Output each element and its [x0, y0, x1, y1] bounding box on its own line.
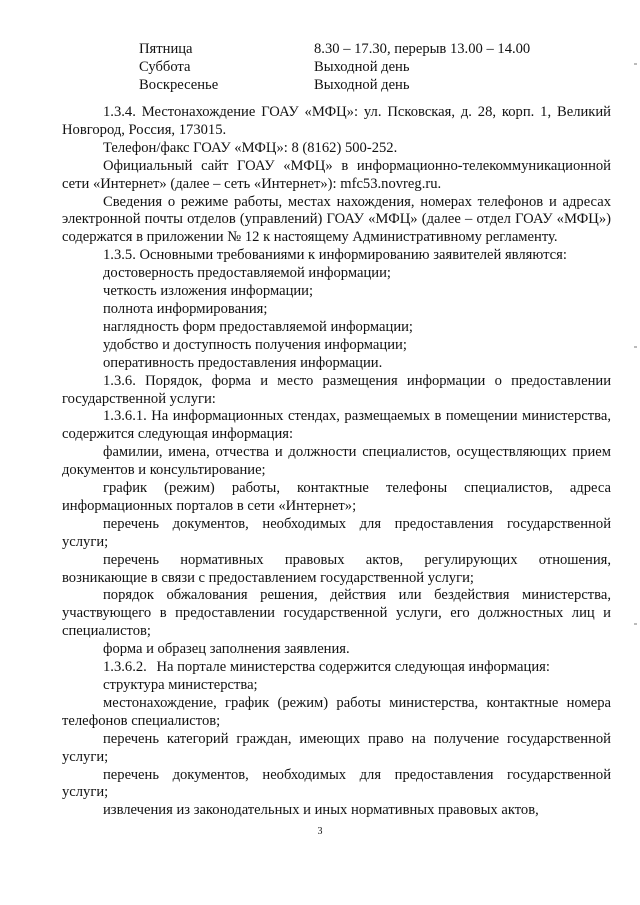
paragraph-phone: Телефон/факс ГОАУ «МФЦ»: 8 (8162) 500-252.: [103, 139, 398, 156]
scan-mark: [634, 623, 637, 625]
list-item: перечень категорий граждан, имеющих право на получение государственной услуги;: [62, 730, 611, 765]
schedule-day: Суббота: [139, 59, 191, 75]
scan-mark: [634, 63, 637, 65]
list-item: наглядность форм предоставляемой информации;: [103, 318, 413, 335]
paragraph-1-3-6-2: [62, 659, 611, 677]
list-item: порядок обжалования решения, действия или бездействия министерства, участвующего в предоставлении государственной услуги, его должностных лиц и специалистов;: [62, 587, 611, 640]
schedule-table: [139, 40, 609, 94]
paragraph-1-3-6: 1.3.6. Порядок, форма и место размещения информации о предоставлении государственной услуги:: [62, 372, 611, 407]
paragraph-departments: Сведения о режиме работы, местах нахождения, номерах телефонов и адресах электронной почты отделов (управлений) ГОАУ «МФЦ» (далее – отдел ГОАУ «МФЦ») содержатся в приложении № 12 к настоящему Административному регламенту.: [62, 193, 611, 246]
scan-mark: [634, 346, 637, 348]
list-item: перечень документов, необходимых для предоставления государственной услуги;: [62, 766, 611, 801]
paragraph-1-3-5: 1.3.5. Основными требованиями к информированию заявителей являются:: [103, 247, 567, 264]
schedule-day: Пятница: [139, 41, 193, 57]
paragraph-1-3-4: 1.3.4. Местонахождение ГОАУ «МФЦ»: ул. Псковская, д. 28, корп. 1, Великий Новгород, Россия, 173015.: [62, 104, 611, 138]
paragraph-1-3-6-1: 1.3.6.1. На информационных стендах, размещаемых в помещении министерства, содержится следующая информация:: [62, 408, 611, 443]
list-item: достоверность предоставляемой информации;: [103, 265, 391, 282]
list-item: график (режим) работы, контактные телефоны специалистов, адреса информационных порталов в сети «Интернет»;: [62, 480, 611, 514]
schedule-time: Выходной день: [314, 59, 410, 75]
schedule-time: 8.30 – 17.30, перерыв 13.00 – 14.00: [314, 41, 531, 57]
list-item: перечень документов, необходимых для предоставления государственной услуги;: [62, 515, 611, 550]
list-item: местонахождение, график (режим) работы министерства, контактные номера телефонов специалистов;: [62, 694, 611, 729]
schedule-time: Выходной день: [314, 77, 410, 93]
list-item: четкость изложения информации;: [103, 283, 314, 300]
list-item: структура министерства;: [103, 677, 258, 693]
section-text: На портале министерства содержится следующая информация:: [156, 659, 550, 676]
document-body: [62, 104, 611, 820]
schedule-row-friday: [139, 40, 609, 58]
list-item: фамилии, имена, отчества и должности специалистов, осуществляющих прием документов и консультирование;: [62, 444, 611, 479]
list-item: извлечения из законодательных и иных нормативных правовых актов,: [103, 802, 539, 819]
schedule-row-saturday: [139, 58, 609, 76]
paragraph-website: Официальный сайт ГОАУ «МФЦ» в информационно-телекоммуникационной сети «Интернет» (далее – сеть «Интернет»): mfc53.novreg.ru.: [62, 157, 611, 192]
list-item: перечень нормативных правовых актов, регулирующих отношения, возникающие в связи с предоставлением государственной услуги;: [62, 551, 611, 586]
list-item: оперативность предоставления информации.: [103, 354, 383, 371]
page-number: 3: [317, 826, 323, 837]
list-item: форма и образец заполнения заявления.: [103, 641, 350, 658]
schedule-day: Воскресенье: [139, 77, 219, 93]
schedule-row-sunday: [139, 76, 609, 94]
section-number: 1.3.6.2.: [103, 659, 147, 676]
list-item: полнота информирования;: [103, 300, 268, 317]
list-item: удобство и доступность получения информации;: [103, 336, 407, 353]
